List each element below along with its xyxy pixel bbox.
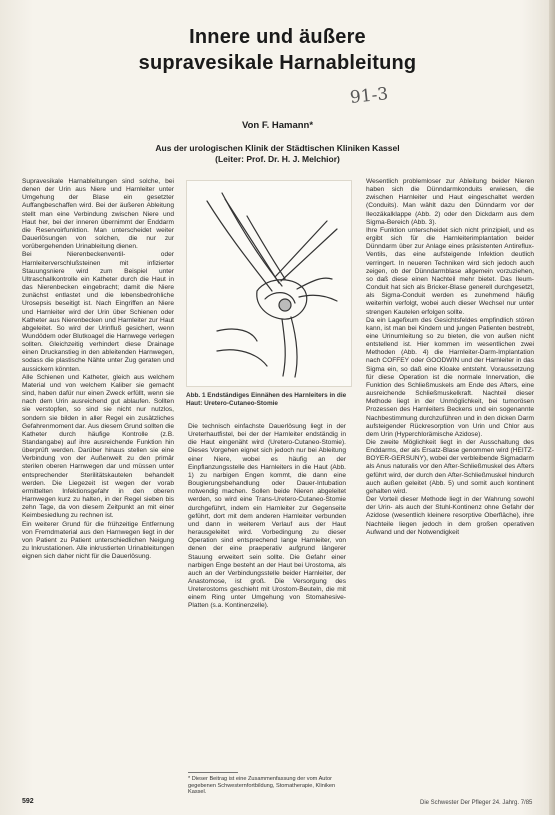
title-line-2: supravesikale Harnableitung <box>138 52 417 74</box>
text-column-1 <box>22 178 174 776</box>
column1-paragraph: Supravesikale Harnableitungen sind solche, bei denen der Urin aus Niere und Harnleiter unter Umgehung der Blase ein gesetzter Auffangbeschaffen wird. Bei der äußeren Ableitung stellt man eine Verbindung zwischen Niere und Haut her, bei der inneren übernimmt der Enddarm die Reservoirfunktion. Man unterscheidet weiter Dauerlösungen von solchen, die nur zur vorübergehenden Urinableitung dienen. <box>22 178 174 251</box>
footnote: * Dieser Beitrag ist eine Zusammenfassung der vom Autor gegebenen Schwesternfortbildung, Stomatherapie, Kliniken Kassel. <box>188 776 336 796</box>
column1-paragraph: Bei Nierenbeckenventil- oder Harnleiterverschlußsteinen mit infizierter Stauungsniere wird zum Beispiel unter Ultraschallkontrolle ein Katheter durch die Haut in das Nierenbecken eingebracht; damit die Niere zunächst entlastet und die lebensbedrohliche Urosepsis beseitigt ist. Nach Eingriffen an Niere und Harnleiter wird der Urin über Schienen oder Katheter aus Nierenbecken und Harnleiter zur Haut abgeleitet. So wird der Urinfluß gesichert, wenn Wundödem oder Blutkoagel die Harnwege verlegen sollten. Gleichzeitig verhindert diese Drainage einen Druckanstieg in den ableitenden Harnwegen, sodass die plastische Nähte unter Zug geraten und aussickern könnten. <box>22 251 174 373</box>
handwritten-note: 91-3 <box>349 84 390 108</box>
page-number: 592 <box>22 798 34 805</box>
figure-caption: Abb. 1 Endständiges Einnähen des Harnleiters in die Haut: Uretero-Cutaneo-Stomie <box>186 392 347 407</box>
column3-paragraph: Ihre Funktion unterscheidet sich nicht prinzipiell, und es ergibt sich für die Harnleiterimplantation beider Dünndarm über zur Anlage eines präsistenten Antireflux-Ventils, das eine aufsteigende Infektion deutlich verringert. In neueren Techniken wird sich jedoch auch zeigen, ob der Dünndarmblase allgemein vorzuziehen, so daß diese einen Nachteil mehr bietet. Das Ileum-Conduit hat sich als Bricker-Blase generell durchgesetzt, als Sigma-Conduit werden es zunehmend häufig weiterhin verfolgt, wobei auch dieser Wechsel nur unter strengen Kautelen erfolgen sollte. <box>366 226 534 316</box>
ureter-stoma-drawing-icon <box>187 181 351 386</box>
column3-paragraph: Der Vorteil dieser Methode liegt in der Wahrung sowohl der Urin- als auch der Stuhl-Kontinenz ohne Gefahr der Azidose (wesentlich kleinere resorptive Oberfläche), ihre Nachteile liegen jedoch in dem großen operativen Aufwand und der Notwendigkeit <box>366 496 534 536</box>
affiliation-line-2: (Leiter: Prof. Dr. H. J. Melchior) <box>215 154 340 164</box>
surgical-illustration <box>186 180 352 387</box>
column3-paragraph: Da ein Lagefixum des Gesichtsfeldes empfindlich stören kann, ist man bei Kindern und jungen Patienten bestrebt, eine Urinumleitung so zu bieten, die von außen nicht entstellend ist. Hier kommen im wesentlichen zwei Methoden (Abb. 4) die Harnleiter-Darm-Implantation nach COFFEY oder GOODWIN und der Harnleiter in das Sigma ein, so daß eine Kloake entsteht. Voraussetzung für diese Operation ist die normale Innervation, die Funktion des Schließmuskels am Ende des Afters, eine ausreichende Schließmuskelkraft. Nachteil dieser Methode liegt in der Unmöglichkeit, bei tumorösen Prozessen des Harnleiters Beckens und ein sogenannte Nachbestimmung durchzuführen und in den dicken Darm aufsteigender Rückresorption von Urin und Chlor aus dem Urin (Hyperchlorämische Azidose). <box>366 316 534 438</box>
column2-paragraph: Die technisch einfachste Dauerlösung liegt in der Ureterhautfistel, bei der der Harnleiter endständig in die Haut eingenäht wird (Uretero-Cutaneo-Stomie). Dieses Vorgehen eignet sich jedoch nur bei Ableitung einer Niere, wobei es häufig an der Einpflanzungsstelle des Harnleiters in die Haut (Abb. 1) zu narbigen Engen kommt, die dann eine Bougierungsbehandlung oder Dauer-Intubation notwendig machen. Sollen beide Nieren abgeleitet werden, so wird eine Trans-Uretero-Cutaneo-Stomie durchgeführt, indem ein Harnleiter zur Gegenseite geführt, dort mit dem anderen Harnleiter verbunden und dann in weiterem Verlauf aus der Haut herausgeleitet wird. Vorbedingung zu dieser Operation sind entsprechend lange Harnleiter, von denen der eine praeperativ aufgrund längerer Stauung erweitert sein sollte. Die Gefahr einer narbigen Enge besteht an der Haut bei Urostoma, als auch an der Verbindungsstelle beider Harnleiter, der Anastomose, ist groß. Die Versorgung des Ureterostoms geschieht mit Urostom-Beuteln, die mit einem Ring unter Umgehung von Stomahesive-Platten (s.a. Kontinenzelle). <box>188 423 346 610</box>
footnote-divider <box>188 772 238 773</box>
title-line-1: Innere und äußere <box>189 26 366 48</box>
journal-footer: Die Schwester Der Pfleger 24. Jahrg. 7/85 <box>420 800 533 806</box>
column3-paragraph: Die zweite Möglichkeit liegt in der Ausschaltung des Enddarms, der als Ersatz-Blase genommen wird (HEITZ-BOYER-GERSUNY), wobei der verbleibende Sigmadarm als Anus naturalis vor den After-Schließmuskel des Afters geführt wird, der durch den After-Schließmuskel hindurch auch außen geleitet (Abb. 5) und somit auch kontinent gehalten wird. <box>366 439 534 495</box>
affiliation-line-1: Aus der urologischen Klinik der Städtischen Kliniken Kassel <box>155 143 400 153</box>
column3-paragraph: Wesentlich problemloser zur Ableitung beider Nieren haben sich die Dünndarmkonduits erwiesen, die zwischen Harnleiter und Haut eingeschaltet werden (Conduits). Man wählt dazu den Dünndarm vor der Ileozäkalklappe (Abb. 2) oder den Dickdarm aus dem Sigma-Bereich (Abb. 3). <box>366 178 534 226</box>
author-line: Von F. Hamann* <box>241 120 314 131</box>
scan-edge <box>549 0 555 815</box>
text-column-3 <box>366 178 534 776</box>
column1-paragraph: Ein weiterer Grund für die frühzeitige Entfernung von Fremdmaterial aus den Harnwegen liegt in der von Patient zu Patient unterschiedlichen Neigung zu Inkrustationen. Alle inkrustierten Urinableitungen eignen sich daher nicht für die Dauerlösung. <box>22 520 174 561</box>
column1-paragraph: Alle Schienen und Katheter, gleich aus welchem Material und von welchem Kaliber sie gemacht sind, haben dafür nur einen Zweck erfüllt, wenn sie nach dem Urin ausreichend gut ablaufen. Sollten sie verstopfen, so sind sie nicht nur nutzlos, sondern sie bilden in aller Regel ein zusätzliches Gefahrenmoment dar. Aus diesem Grund sollten die Katheter durch häufige Kontrolle (z.B. Standangabe) auf ihre ausreichende Funktion hin überprüft werden. Darüber hinaus stellen sie eine Verbindung von der Außenwelt zu den primär sterilen oberen Harnwegen dar und müssen unter entsprechender Sterilitätskautelen behandelt werden. Die Liegezeit ist wegen der vorab ermittelten Infektionsgefahr in den oberen Harnwegen kurz zu halten, in der Regel sieben bis zehn Tage, da von diesem Zeitpunkt an mit einer Keimbesiedlung zu rechnen ist. <box>22 373 174 520</box>
text-column-2 <box>188 423 346 768</box>
